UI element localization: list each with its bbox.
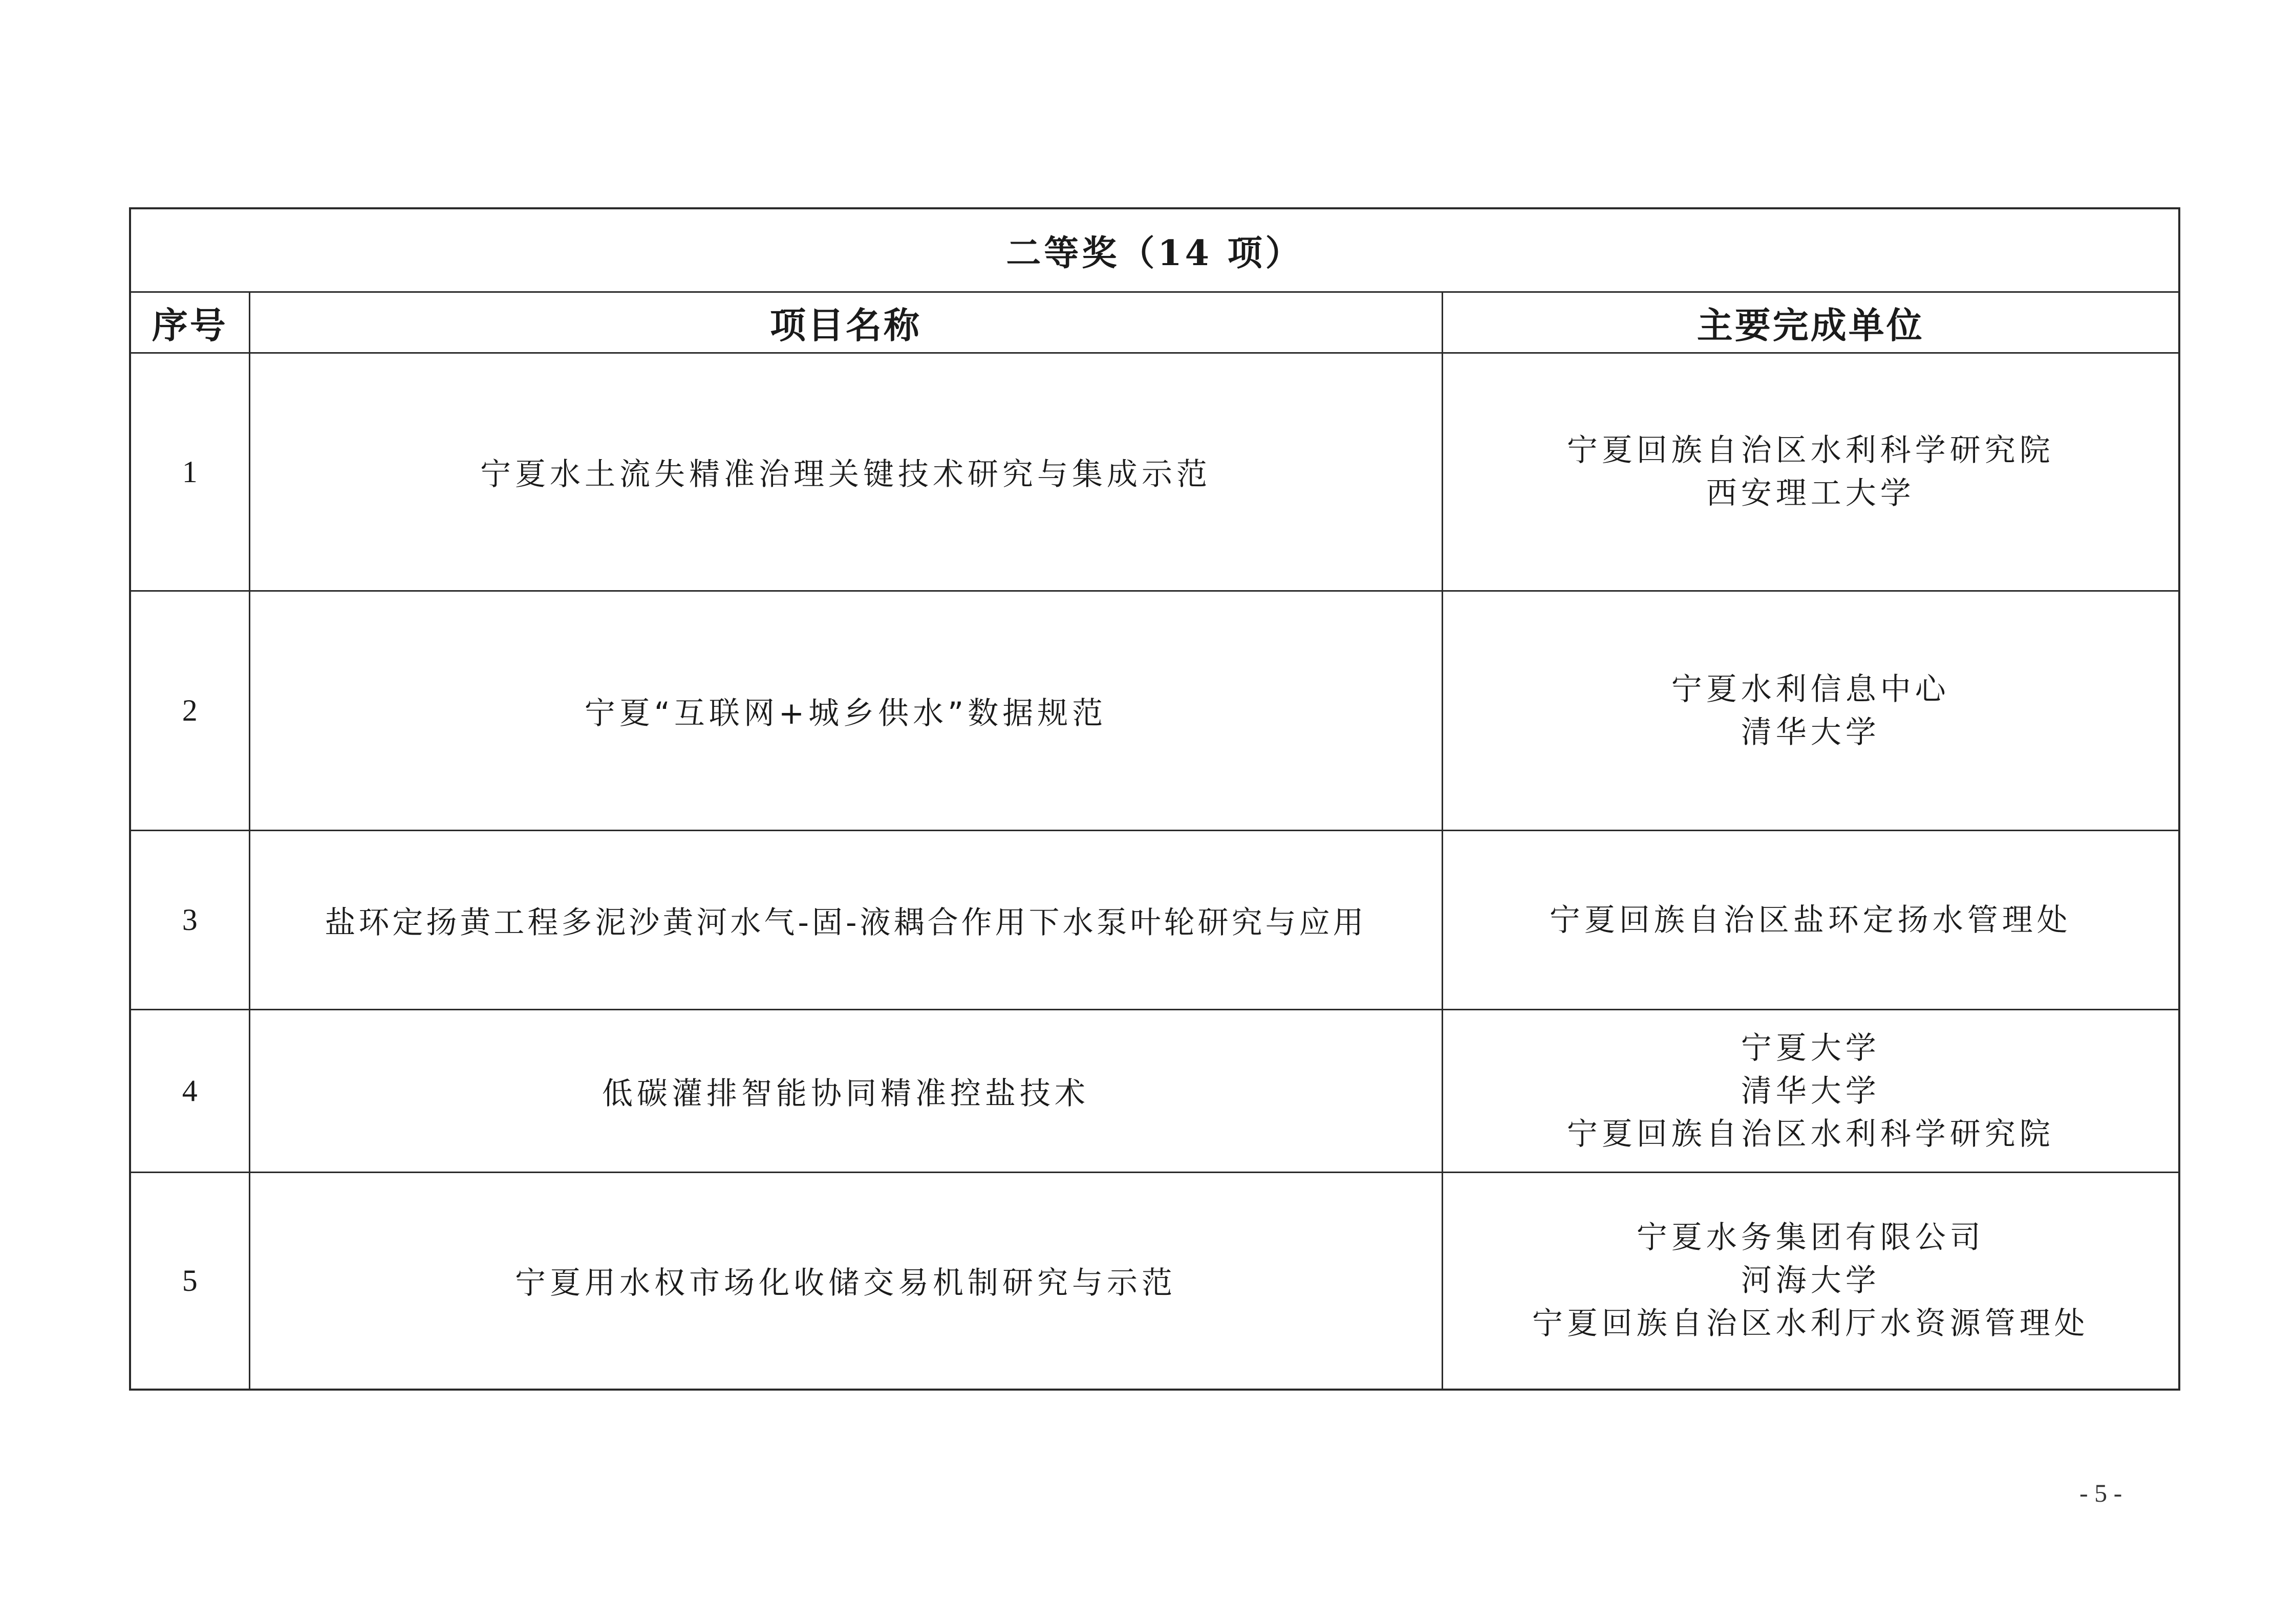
unit-line: 宁夏水务集团有限公司 (1636, 1220, 1985, 1256)
table-title: 二等奖（14 项） (130, 208, 2179, 292)
unit-line: 宁夏大学 (1741, 1030, 1880, 1066)
unit-line: 宁夏回族自治区水利科学研究院 (1567, 1116, 2054, 1152)
completing-units (1442, 831, 2179, 1010)
unit-line: 清华大学 (1741, 1073, 1880, 1109)
row-index: 4 (130, 1010, 249, 1173)
completing-units (1442, 591, 2179, 831)
unit-line: 河海大学 (1741, 1263, 1880, 1299)
header-project-name: 项目名称 (249, 292, 1442, 353)
header-index: 序号 (130, 292, 249, 353)
project-name: 低碳灌排智能协同精准控盐技术 (249, 1010, 1442, 1173)
row-index: 3 (130, 831, 249, 1010)
completing-units (1442, 353, 2179, 591)
header-main-units: 主要完成单位 (1442, 292, 2179, 353)
award-table (129, 207, 2180, 1391)
page-number: - 5 - (2079, 1479, 2122, 1507)
table-row (130, 831, 2179, 1010)
completing-units (1442, 1010, 2179, 1173)
project-name: 盐环定扬黄工程多泥沙黄河水气-固-液耦合作用下水泵叶轮研究与应用 (249, 831, 1442, 1010)
unit-line: 宁夏回族自治区水利科学研究院 (1567, 432, 2054, 468)
table-row (130, 591, 2179, 831)
table-row (130, 353, 2179, 591)
project-name: 宁夏水土流失精准治理关键技术研究与集成示范 (249, 353, 1442, 591)
row-index: 1 (130, 353, 249, 591)
unit-line: 宁夏水利信息中心 (1671, 671, 1950, 707)
project-name: 宁夏“互联网+城乡供水”数据规范 (249, 591, 1442, 831)
unit-line: 西安理工大学 (1706, 475, 1915, 511)
unit-line: 宁夏回族自治区水利厅水资源管理处 (1532, 1306, 2089, 1342)
completing-units (1442, 1173, 2179, 1390)
table-row (130, 1010, 2179, 1173)
unit-line: 清华大学 (1741, 714, 1880, 750)
row-index: 5 (130, 1173, 249, 1390)
project-name: 宁夏用水权市场化收储交易机制研究与示范 (249, 1173, 1442, 1390)
unit-line: 宁夏回族自治区盐环定扬水管理处 (1549, 902, 2072, 938)
row-index: 2 (130, 591, 249, 831)
table-row (130, 1173, 2179, 1390)
